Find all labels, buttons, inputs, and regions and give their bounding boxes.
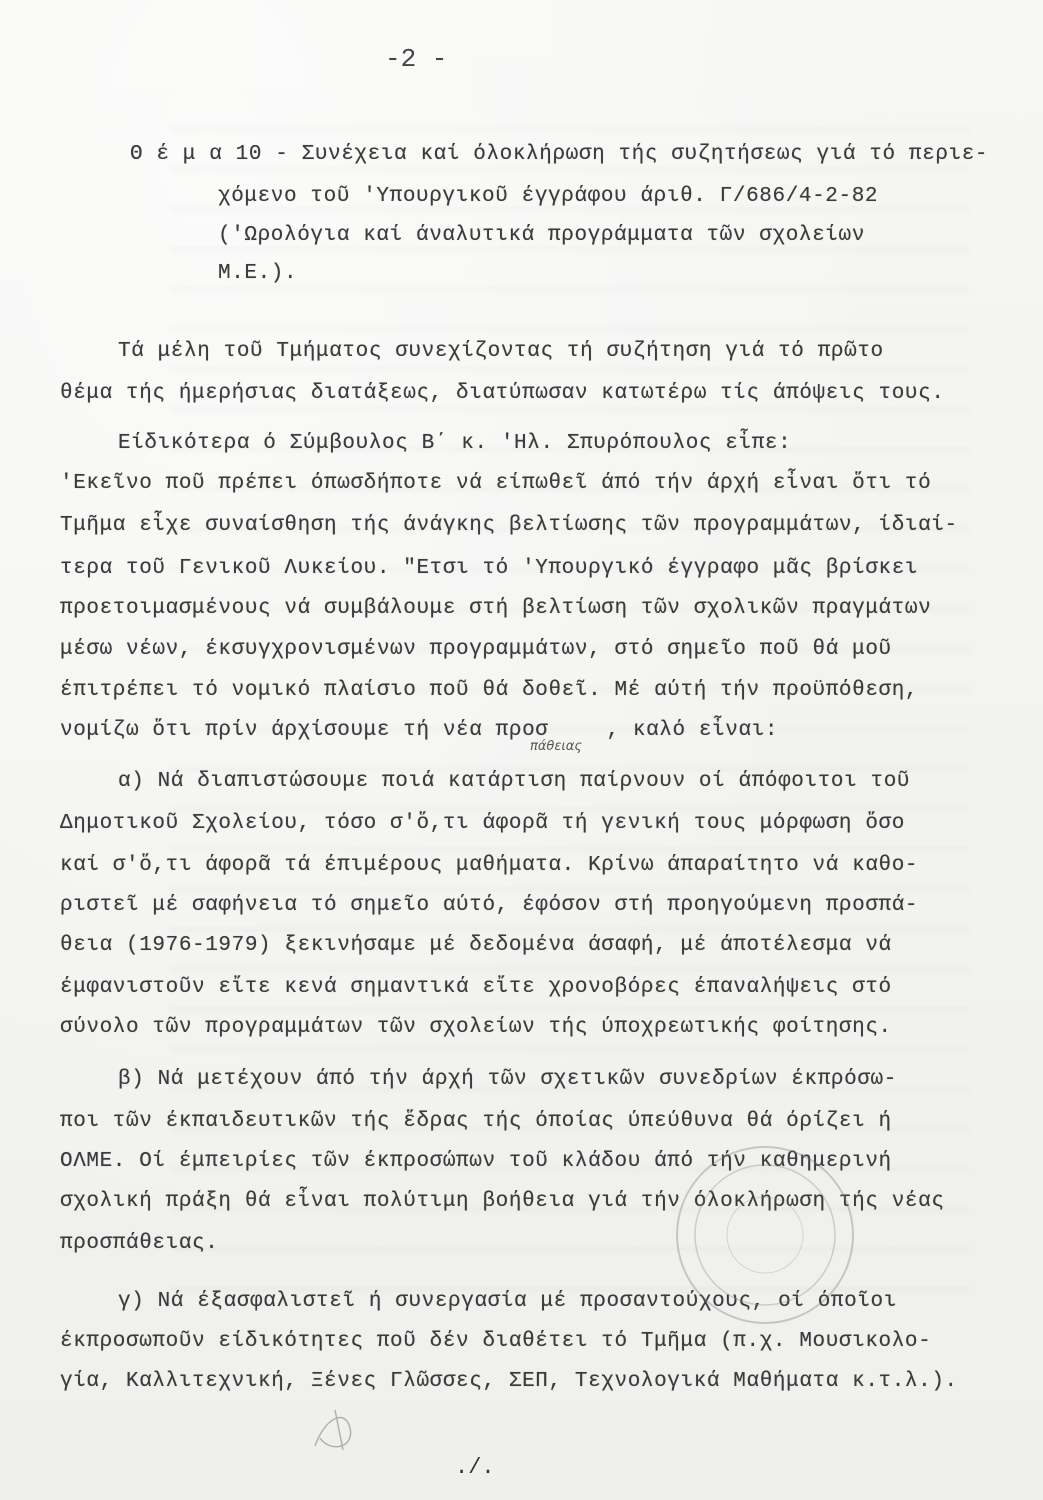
quote-line-3: τερα τοῦ Γενικοῦ Λυκείου. "Ετσι τό 'Υπουργικό έγγραφο μᾶς βρίσκει — [60, 557, 919, 580]
quote-line-2: Τμῆμα εἶχε συναίσθηση τής άνάγκης βελτίωσης τῶν προγραμμάτων, ίδιαί- — [60, 514, 958, 537]
quote-line-7-start: νομίζω ὅτι πρίν άρχίσουμε τή νέα προσ — [60, 719, 549, 742]
handwritten-initial — [305, 1398, 365, 1458]
topic-line-4: Μ.Ε.). — [218, 262, 298, 285]
item-b-line-5: προσπάθειας. — [60, 1232, 219, 1255]
quote-line-6: έπιτρέπει τό νομικό πλαίσιο ποῦ θά δοθεῖ. Μέ αύτή τήν προϋπόθεση, — [60, 679, 919, 702]
handwritten-insertion: πάθειας — [530, 739, 582, 754]
quote-line-5: μέσω νέων, έκσυγχρονισμένων προγραμμάτων, στό σημεῖο ποῦ θά μοῦ — [60, 638, 892, 661]
paragraph-2-line-1: Είδικότερα ό Σύμβουλος Β΄ κ. 'Ηλ. Σπυρόπουλος εἶπε: — [118, 432, 792, 455]
item-c-line-3: γία, Καλλιτεχνική, Ξένες Γλῶσσες, ΣΕΠ, Τεχνολογικά Μαθήματα κ.τ.λ.). — [60, 1370, 958, 1393]
quote-line-1: 'Εκεῖνο ποῦ πρέπει όπωσδήποτε νά είπωθεῖ άπό τήν άρχή εἶναι ὅτι τό — [60, 472, 932, 495]
quote-line-7-end: , καλό εἶναι: — [606, 719, 779, 742]
item-c-line-2: έκπροσωποῦν είδικότητες ποῦ δέν διαθέτει τό Τμῆμα (π.χ. Μουσικολο- — [60, 1330, 932, 1353]
paragraph-1-line-2: θέμα τής ήμερήσιας διατάξεως, διατύπωσαν κατωτέρω τίς άπόψεις τους. — [60, 382, 945, 405]
item-b-line-3: ΟΛΜΕ. Οί έμπειρίες τῶν έκπροσώπων τοῦ κλάδου άπό τήν καθημερινή — [60, 1150, 892, 1173]
item-c-line-1: γ) Νά έξασφαλιστεῖ ή συνεργασία μέ προσαντούχους, οί όποῖοι — [118, 1290, 897, 1313]
item-a-line-2: Δημοτικοῦ Σχολείου, τόσο σ'ὅ,τι άφορᾶ τή γενική τους μόρφωση ὅσο — [60, 812, 905, 835]
item-a-line-3: καί σ'ὅ,τι άφορᾶ τά έπιμέρους μαθήματα. Κρίνω άπαραίτητο νά καθο- — [60, 854, 919, 877]
paragraph-1-line-1: Τά μέλη τοῦ Τμήματος συνεχίζοντας τή συζήτηση γιά τό πρῶτο — [118, 340, 884, 363]
item-b-line-2: ποι τῶν έκπαιδευτικῶν τής ἕδρας τής όποίας ύπεύθυνα θά όρίζει ή — [60, 1110, 892, 1133]
topic-line-2: χόμενο τοῦ 'Υπουργικοῦ έγγράφου άριθ. Γ/686/4-2-82 — [218, 185, 879, 208]
topic-line-1: Θ έ μ α 10 - Συνέχεια καί όλοκλήρωση τής συζητήσεως γιά τό περιε- — [130, 143, 989, 166]
continuation-mark: ./. — [455, 1455, 495, 1480]
quote-line-4: προετοιμασμένους νά συμβάλουμε στή βελτίωση τῶν σχολικῶν πραγμάτων — [60, 597, 932, 620]
item-a-line-7: σύνολο τῶν προγραμμάτων τῶν σχολείων τής ύποχρεωτικής φοίτησης. — [60, 1016, 892, 1039]
topic-line-3: ('Ωρολόγια καί άναλυτικά προγράμματα τῶν σχολείων — [218, 224, 865, 247]
item-b-line-1: β) Νά μετέχουν άπό τήν άρχή τῶν σχετικῶν συνεδρίων έκπρόσω- — [118, 1068, 897, 1091]
item-a-line-6: έμφανιστοῦν εἴτε κενά σημαντικά εἴτε χρονοβόρες έπαναλήψεις στό — [60, 976, 892, 999]
item-a-line-5: θεια (1976-1979) ξεκινήσαμε μέ δεδομένα άσαφή, μέ άποτέλεσμα νά — [60, 934, 892, 957]
page-number: -2 - — [385, 44, 448, 74]
item-a-line-4: ριστεῖ μέ σαφήνεια τό σημεῖο αύτό, έφόσον στή προηγούμενη προσπά- — [60, 894, 919, 917]
quote-line-7 — [60, 719, 778, 742]
item-a-line-1: α) Νά διαπιστώσουμε ποιά κατάρτιση παίρνουν οί άπόφοιτοι τοῦ — [118, 770, 911, 793]
stamp-seal — [670, 1140, 860, 1330]
item-b-line-4: σχολική πράξη θά εἶναι πολύτιμη βοήθεια γιά τήν όλοκλήρωση τής νέας — [60, 1190, 945, 1213]
